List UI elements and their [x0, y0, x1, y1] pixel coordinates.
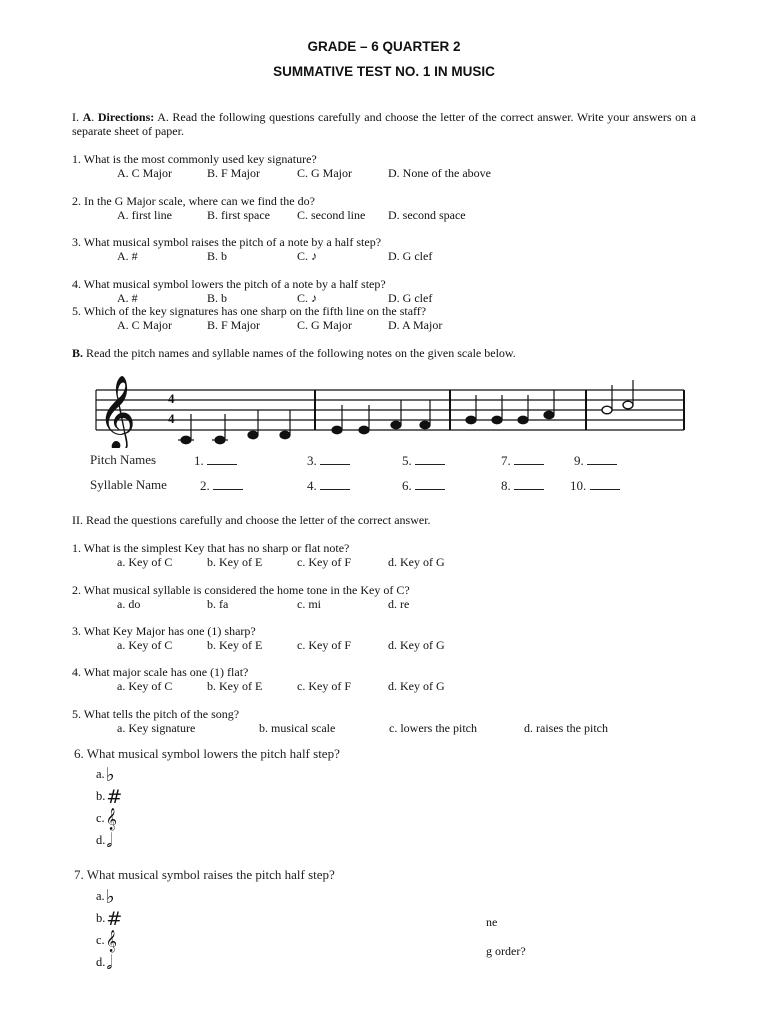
quarter-note — [280, 431, 290, 439]
choice-letter: b. — [96, 911, 106, 925]
answer-option[interactable]: d. Key of G — [388, 679, 445, 693]
part-2-question-3: 3. What Key Major has one (1) sharp? — [72, 624, 256, 638]
answer-option[interactable]: d. re — [388, 597, 410, 611]
part-b-instruction — [72, 346, 516, 360]
quarter-note — [492, 416, 502, 424]
blank-number: 2. — [200, 478, 210, 493]
blank-number: 3. — [307, 453, 317, 468]
answer-option[interactable]: c. lowers the pitch — [389, 721, 477, 735]
syllable-blank-10[interactable] — [570, 477, 620, 494]
choice-c[interactable] — [96, 930, 117, 952]
directions-label: Directions: — [97, 110, 155, 124]
part-1-question-2: 2. In the G Major scale, where can we find the do? — [72, 194, 315, 208]
part-1-letter: A — [82, 110, 92, 124]
quarter-note — [215, 436, 225, 444]
choice-letter: d. — [96, 833, 106, 847]
half-note — [602, 406, 612, 414]
answer-option[interactable]: B. F Major — [207, 166, 261, 180]
choice-b[interactable] — [96, 786, 122, 808]
answer-option[interactable]: D. None of the above — [388, 166, 491, 180]
answer-option[interactable]: B. b — [207, 291, 228, 305]
answer-option[interactable]: b. Key of E — [207, 638, 263, 652]
choice-letter: a. — [96, 889, 105, 903]
answer-option[interactable]: A. first line — [117, 208, 172, 222]
blank-number: 8. — [501, 478, 511, 493]
page-title: GRADE – 6 QUARTER 2 — [307, 39, 461, 54]
syllable-blank-2[interactable] — [200, 477, 243, 494]
blank-number: 4. — [307, 478, 317, 493]
answer-option[interactable]: C. ♪ — [297, 291, 318, 305]
quarter-note — [466, 416, 476, 424]
answer-option[interactable]: a. Key of C — [117, 555, 173, 569]
answer-option[interactable]: B. b — [207, 249, 228, 263]
answer-option[interactable]: C. second line — [297, 208, 366, 222]
quarter-note — [391, 421, 401, 429]
part-2-question-1: 1. What is the simplest Key that has no sharp or flat note? — [72, 541, 350, 555]
choice-c[interactable] — [96, 808, 117, 830]
quarter-note — [544, 411, 554, 419]
answer-option[interactable]: c. mi — [297, 597, 321, 611]
treble-clef-icon: 𝄞 — [105, 808, 117, 830]
choice-letter: a. — [96, 767, 105, 781]
answer-option[interactable]: B. first space — [207, 208, 270, 222]
answer-option[interactable]: a. Key of C — [117, 679, 173, 693]
sharp-icon: # — [106, 786, 123, 808]
part-2-question-5: 5. What tells the pitch of the song? — [72, 707, 240, 721]
part-2-question-2: 2. What musical syllable is considered the home tone in the Key of C? — [72, 583, 410, 597]
pitch-blank-1[interactable] — [194, 452, 237, 469]
answer-option[interactable]: c. Key of F — [297, 555, 351, 569]
part-1-question-4: 4. What musical symbol lowers the pitch of a note by a half step? — [72, 277, 386, 291]
answer-option[interactable]: A. C Major — [117, 318, 172, 332]
page-subtitle: SUMMATIVE TEST NO. 1 IN MUSIC — [273, 64, 495, 79]
quarter-note — [359, 426, 369, 434]
text-fragment: g order? — [486, 944, 526, 958]
answer-option[interactable]: A. C Major — [117, 166, 172, 180]
blank-number: 10. — [570, 478, 587, 493]
pitch-blank-9[interactable] — [574, 452, 617, 469]
answer-option[interactable]: D. A Major — [388, 318, 443, 332]
blank-number: 1. — [194, 453, 204, 468]
part-1-directions: I. A. Directions: A. Read the following questions carefully and choose the letter of the correct answer. Write your answers on a separate sheet of paper. — [72, 110, 696, 138]
part-2-question-6: 6. What musical symbol lowers the pitch half step? — [74, 746, 340, 761]
choice-d[interactable] — [96, 830, 112, 852]
directions-text: A. Read the following questions carefully and choose the letter of the correct answer. Write your answers on a separate sheet of paper. — [72, 110, 696, 138]
half-note-icon: 𝅗𝅥 — [106, 952, 113, 974]
blank-number: 7. — [501, 453, 511, 468]
choice-letter: c. — [96, 811, 105, 825]
answer-blank[interactable] — [514, 452, 544, 465]
answer-option[interactable]: a. Key of C — [117, 638, 173, 652]
answer-option[interactable]: C. G Major — [297, 166, 352, 180]
answer-option[interactable]: d. raises the pitch — [524, 721, 608, 735]
quarter-note — [332, 426, 342, 434]
part-1-question-5: 5. Which of the key signatures has one sharp on the fifth line on the staff? — [72, 304, 427, 318]
part-2-heading: II. Read the questions carefully and choose the letter of the correct answer. — [72, 513, 431, 527]
answer-option[interactable]: a. Key signature — [117, 721, 196, 735]
answer-option[interactable]: A. # — [117, 249, 138, 263]
part-2-question-4: 4. What major scale has one (1) flat? — [72, 665, 249, 679]
blank-number: 6. — [402, 478, 412, 493]
answer-blank[interactable] — [320, 452, 350, 465]
choice-b[interactable] — [96, 908, 122, 930]
quarter-note — [181, 436, 191, 444]
answer-blank[interactable] — [415, 477, 445, 490]
music-staff — [88, 368, 688, 453]
half-note-icon: 𝅗𝅥 — [106, 830, 113, 852]
part-b-text: Read the pitch names and syllable names of the following notes on the given scale below. — [86, 346, 516, 360]
answer-blank[interactable] — [514, 477, 544, 490]
answer-option[interactable]: d. Key of G — [388, 638, 445, 652]
answer-blank[interactable] — [207, 452, 237, 465]
answer-option[interactable]: C. G Major — [297, 318, 352, 332]
answer-option[interactable]: c. Key of F — [297, 638, 351, 652]
blank-number: 9. — [574, 453, 584, 468]
syllable-blank-8[interactable] — [501, 477, 544, 494]
answer-option[interactable]: a. do — [117, 597, 141, 611]
answer-option[interactable]: B. F Major — [207, 318, 261, 332]
answer-option[interactable]: D. second space — [388, 208, 466, 222]
flat-icon: ♭ — [105, 764, 115, 786]
answer-option[interactable]: b. Key of E — [207, 679, 263, 693]
pitch-blank-7[interactable] — [501, 452, 544, 469]
pitch-names-label: Pitch Names — [90, 452, 157, 467]
choice-letter: c. — [96, 933, 105, 947]
part-1-question-1: 1. What is the most commonly used key signature? — [72, 152, 317, 166]
answer-blank[interactable] — [415, 452, 445, 465]
choice-a[interactable] — [96, 764, 115, 786]
sharp-icon: # — [106, 908, 123, 930]
answer-option[interactable]: c. Key of F — [297, 679, 351, 693]
answer-option[interactable]: C. ♪ — [297, 249, 318, 263]
answer-blank[interactable] — [320, 477, 350, 490]
flat-icon: ♭ — [105, 886, 115, 908]
answer-option[interactable]: b. Key of E — [207, 555, 263, 569]
staff-svg — [88, 368, 688, 448]
answer-option[interactable]: D. G clef — [388, 249, 433, 263]
answer-blank[interactable] — [213, 477, 243, 490]
part-1-roman: I. — [72, 110, 79, 124]
choice-a[interactable] — [96, 886, 115, 908]
answer-option[interactable]: b. fa — [207, 597, 229, 611]
choice-d[interactable] — [96, 952, 112, 974]
pitch-blank-3[interactable] — [307, 452, 350, 469]
time-signature-top: 4 — [168, 391, 175, 406]
blank-number: 5. — [402, 453, 412, 468]
half-note — [623, 401, 633, 409]
part-1-question-3: 3. What musical symbol raises the pitch of a note by a half step? — [72, 235, 382, 249]
answer-option[interactable]: A. # — [117, 291, 138, 305]
quarter-note — [420, 421, 430, 429]
quarter-note — [518, 416, 528, 424]
choice-letter: d. — [96, 955, 106, 969]
answer-blank[interactable] — [590, 477, 620, 490]
treble-clef-icon: 𝄞 — [98, 376, 136, 448]
syllable-names-label: Syllable Name — [90, 477, 167, 492]
time-signature-bottom: 4 — [168, 411, 175, 426]
pitch-blank-5[interactable] — [402, 452, 445, 469]
quarter-note — [248, 431, 258, 439]
answer-option[interactable]: d. Key of G — [388, 555, 445, 569]
part-b-label: B. — [72, 346, 84, 360]
answer-option[interactable]: b. musical scale — [259, 721, 336, 735]
text-fragment: ne — [486, 915, 498, 929]
answer-blank[interactable] — [587, 452, 617, 465]
syllable-blank-4[interactable] — [307, 477, 350, 494]
treble-clef-icon: 𝄞 — [105, 930, 117, 952]
answer-option[interactable]: D. G clef — [388, 291, 433, 305]
choice-letter: b. — [96, 789, 106, 803]
syllable-blank-6[interactable] — [402, 477, 445, 494]
part-2-question-7: 7. What musical symbol raises the pitch half step? — [74, 867, 335, 882]
